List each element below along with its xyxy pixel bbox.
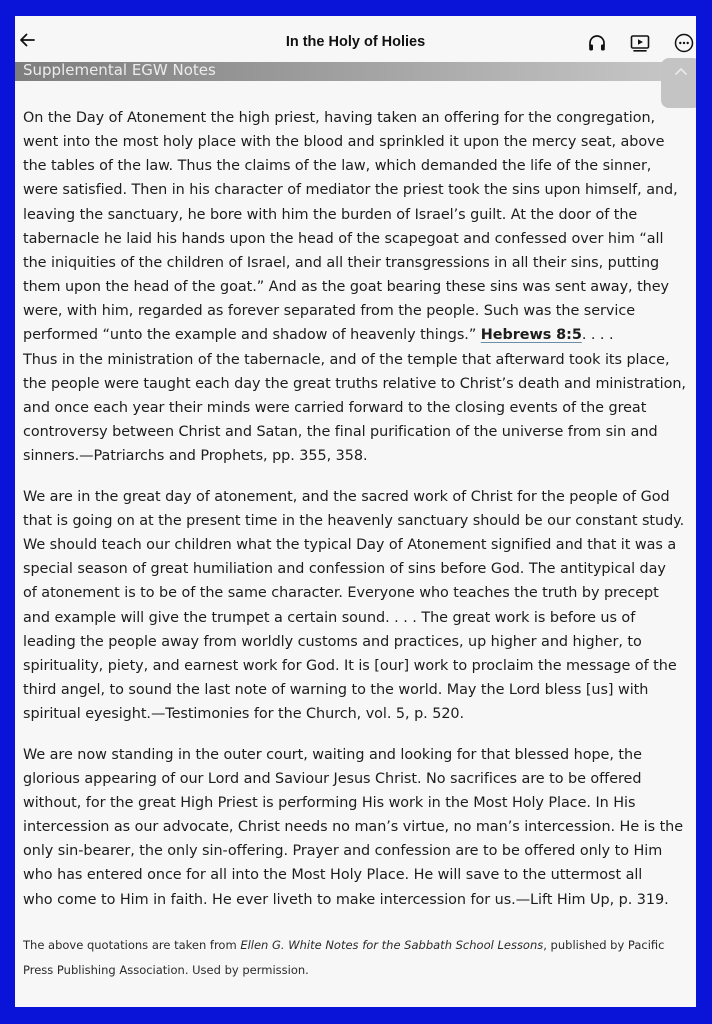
page-title: In the Holy of Holies: [285, 34, 426, 50]
collapse-section-button[interactable]: [661, 58, 696, 108]
paragraph-line: special season of great humiliation and confession of sins before God. The antitypical day: [23, 561, 666, 578]
paragraph-line: intercession as our advocate, Christ needs no man’s virtue, no man’s intercession. He is the: [23, 819, 684, 836]
paragraph-line: that is going on at the present time in the heavenly sanctuary should be our constant study.: [23, 512, 685, 529]
more-options-icon: [673, 32, 695, 54]
paragraph-line: controversy between Christ and Satan, the final purification of the universe from sin and: [23, 424, 658, 441]
more-options-button[interactable]: [673, 32, 695, 54]
paragraph-line: Thus in the ministration of the tabernacle, and of the temple that afterward took its place,: [23, 351, 670, 368]
paragraph-line: went into the most holy place with the blood and sprinkled it upon the mercy seat, above: [23, 134, 665, 151]
paragraph-line: We are in the great day of atonement, and the sacred work of Christ for the people of God: [23, 488, 670, 505]
audio-button[interactable]: [586, 32, 608, 54]
paragraph-line: We are now standing in the outer court, waiting and looking for that blessed hope, the: [23, 746, 642, 763]
paragraph-line: only sin-bearer, the only sin-offering. Prayer and confession are to be offered only to Him: [23, 843, 663, 860]
notes-content: [23, 106, 693, 928]
section-header[interactable]: [15, 62, 696, 81]
attribution-note: The above quotations are taken from Ellen G. White Notes for the Sabbath School Lessons, published by Pacific Press Publishing Association. Used by permission.: [23, 938, 665, 977]
paragraph-line: leaving the sanctuary, he bore with him the burden of Israel’s guilt. At the door of the: [23, 206, 638, 223]
scripture-link-hebrews-8-5[interactable]: Hebrews 8:5: [480, 327, 582, 344]
paragraph-line: were, with him, regarded as forever separated from the people. Such was the service: [23, 303, 635, 320]
paragraph: [23, 106, 693, 468]
paragraph: [23, 485, 693, 727]
paragraph-line: glorious appearing of our Lord and Saviour Jesus Christ. No sacrifices are to be offered: [23, 770, 642, 787]
paragraph-line: and once each year their minds were carried forward to the closing events of the great: [23, 399, 647, 416]
video-button[interactable]: [629, 32, 651, 54]
paragraph-line: sinners.—Patriarchs and Prophets, pp. 355, 358.: [23, 448, 368, 465]
top-bar: [15, 16, 696, 62]
paragraph-line: and example will give the trumpet a certain sound. . . . The great work is before us of: [23, 609, 636, 626]
paragraph-line: spirituality, piety, and earnest work for God. It is [our] work to proclaim the message of the: [23, 657, 677, 674]
paragraph-line: were satisfied. Then in his character of mediator the priest took the sins upon himself, and,: [23, 182, 678, 199]
play-video-icon: [629, 32, 651, 54]
section-title: Supplemental EGW Notes: [23, 62, 216, 79]
paragraph-line: We should teach our children what the typical Day of Atonement signified and that it was a: [23, 537, 677, 554]
paragraph-line: them upon the head of the goat.” And as the goat bearing these sins was sent away, they: [23, 279, 670, 296]
paragraph-line: the people were taught each day the great truths relative to Christ’s death and ministration,: [23, 375, 686, 392]
paragraph-line: without, for the great High Priest is performing His work in the Most Holy Place. In His: [23, 795, 636, 811]
paragraph-line: of atonement is to be of the same character. Everyone who teaches the truth by precept: [23, 585, 659, 602]
paragraph-line: On the Day of Atonement the high priest, having taken an offering for the congregation,: [23, 110, 656, 126]
reader-screen: [15, 16, 696, 1007]
book-title: Ellen G. White Notes for the Sabbath School Lessons: [240, 938, 544, 952]
chevron-up-icon: [671, 64, 691, 78]
paragraph-line: who come to Him in faith. He ever liveth to make intercession for us.—Lift Him Up, p. 319.: [23, 891, 669, 908]
paragraph-line: the tables of the law. Thus the claims of the law, which demanded the life of the sinner,: [23, 158, 652, 175]
paragraph-line: tabernacle he laid his hands upon the head of the scapegoat and confessed over him “all: [23, 230, 664, 247]
paragraph-line: who has entered once for all into the Most Holy Place. He will save to the uttermost all: [23, 867, 643, 884]
paragraph-line: performed “unto the example and shadow of heavenly things.” Hebrews 8:5. . . .: [23, 327, 614, 344]
headphones-icon: [586, 32, 608, 54]
paragraph-line: spiritual eyesight.—Testimonies for the Church, vol. 5, p. 520.: [23, 706, 465, 723]
paragraph-line: third angel, to sound the last note of warning to the world. May the Lord bless [us] with: [23, 681, 649, 698]
paragraph-line: the iniquities of the children of Israel, and all their transgressions in all their sins, putting: [23, 254, 660, 271]
paragraph-line: leading the people away from worldly customs and practices, up higher and higher, to: [23, 633, 642, 650]
paragraph: [23, 743, 693, 912]
